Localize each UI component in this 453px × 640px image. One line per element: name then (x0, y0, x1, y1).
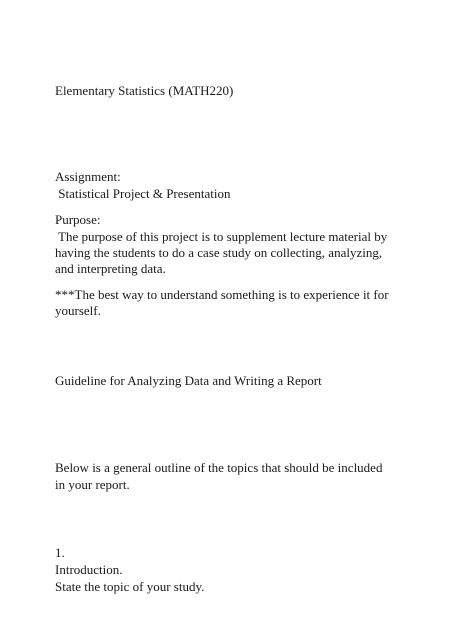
document-title: Elementary Statistics (MATH220) (55, 83, 234, 98)
purpose-line-1: The purpose of this project is to supplement lecture material by (55, 229, 388, 244)
purpose-line-2: having the students to do a case study on collecting, analyzing, (55, 245, 383, 260)
outline-line-1: Below is a general outline of the topics that should be included (55, 460, 383, 475)
outline-line-2: in your report. (55, 477, 130, 492)
item-text: State the topic of your study. (55, 579, 205, 594)
purpose-heading: Purpose: (55, 212, 101, 227)
assignment-value: Statistical Project & Presentation (55, 186, 231, 201)
item-number: 1. (55, 545, 65, 560)
item-title: Introduction. (55, 562, 123, 577)
quote-line-1: ***The best way to understand something is to experience it for (55, 287, 389, 302)
purpose-line-3: and interpreting data. (55, 261, 166, 276)
assignment-heading: Assignment: (55, 169, 121, 184)
guideline-title: Guideline for Analyzing Data and Writing a Report (55, 373, 322, 388)
quote-line-2: yourself. (55, 303, 101, 318)
